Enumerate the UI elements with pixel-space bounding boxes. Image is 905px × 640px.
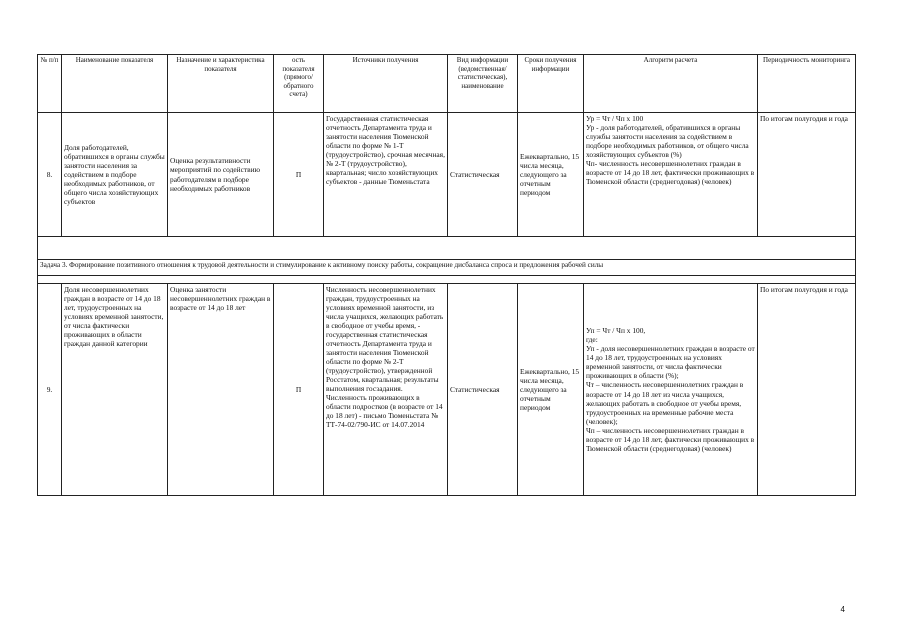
table-row-9: [38, 284, 856, 496]
row8-algorithm-line: Ур = Чт / Чп х 100: [586, 114, 644, 123]
row9-purpose: Оценка занятости несовершеннолетних граждан в возрасте от 14 до 18 лет: [168, 284, 274, 496]
row8-algorithm-line: Чп- численность несовершеннолетних граждан в возрасте от 14 до 18 лет, фактически проживающих в Тюменской области (среднегодовая) (человек): [586, 159, 755, 187]
row9-algorithm-line: Уп - доля несовершеннолетних граждан в возрасте от 14 до 18 лет, трудоустроенных на условиях временной занятости, от числа фактически проживающих в области (%);: [586, 344, 755, 381]
row8-direction: П: [274, 113, 324, 237]
row9-name: Доля несовершеннолетних граждан в возрасте от 14 до 18 лет, трудоустроенных на условиях временной занятости, от числа фактически проживающих в области граждан данной категории: [62, 284, 168, 496]
header-algorithm: Алгоритм расчета: [584, 55, 758, 113]
header-info-type: Вид информации (ведомственная/ статистическая), наименование: [448, 55, 518, 113]
row9-terms: Ежеквартально, 15 числа месяца, следующего за отчетным периодом: [518, 284, 584, 496]
header-direction: ость показателя (прямого/ обратного счета): [274, 55, 324, 113]
task-3-heading: Задача 3. Формирование позитивного отношения к трудовой деятельности и стимулирование к активному поиску работы, сокращение дисбаланса спроса и предложения рабочей силы: [38, 260, 856, 276]
task-row: [38, 260, 856, 276]
row8-algorithm: [584, 113, 758, 237]
row8-terms: Ежеквартально, 15 числа месяца, следующего за отчетным периодом: [518, 113, 584, 237]
page-number: 4: [840, 605, 845, 614]
row9-algorithm-line: Уп = Чт / Чп х 100,: [586, 326, 646, 336]
row8-name: Доля работодателей, обратившихся в органы службы занятости населения за содействием в подборе необходимых работников, от общего числа хозяйствующих субъектов: [62, 113, 168, 237]
row9-period: По итогам полугодия и года: [758, 284, 856, 496]
header-sources: Источники получения: [324, 55, 448, 113]
header-purpose: Назначение и характеристика показателя: [168, 55, 274, 113]
header-terms: Сроки получения информации: [518, 55, 584, 113]
table-spacer-row: [38, 276, 856, 284]
table-row-8: [38, 113, 856, 237]
row9-algorithm: [584, 284, 758, 496]
row9-algorithm-line: Чт – численность несовершеннолетних граждан в возрасте от 14 до 18 лет из числа учащихся, желающих работать в свободное от учебы время, трудоустроенных на временные рабочие места (человек);: [586, 380, 744, 426]
indicators-table: [37, 54, 856, 496]
row9-info-type: Статистическая: [448, 284, 518, 496]
header-num: № п/п: [38, 55, 62, 113]
header-name: Наименование показателя: [62, 55, 168, 113]
row9-sources: Численность несовершеннолетних граждан, трудоустроенных на условиях временной занятости, из числа учащихся, желающих работать в свободное от учебы время, - государственная статистическая отчетность Департамента труда и занятости населения Тюменской области по форме № 2-Т (трудоустройство), утвержденной Росстатом, квартальная; результаты выполнения госзадания. Численность проживающих в области подростков (в возрасте от 14 до 18 лет) - письмо Тюменьстата № ТТ-74-02/790-ИС от 14.07.2014: [324, 284, 448, 496]
row9-algorithm-line: Чп – численность несовершеннолетних граждан в возрасте от 14 до 18 лет, фактически проживающих в Тюменской области (среднегодовая) (человек): [586, 425, 755, 453]
row9-direction: П: [274, 284, 324, 496]
header-row: [38, 55, 856, 113]
row9-algorithm-line: где:: [586, 335, 598, 345]
row8-sources: Государственная статистическая отчетность Департамента труда и занятости населения Тюменской области по форме № 1-Т (трудоустройство), срочная месячная, № 2-Т (трудоустройство), квартальная; число хозяйствующих субъектов - данные Тюменьстата: [324, 113, 448, 237]
row8-num: 8.: [38, 113, 62, 237]
table-gap-row: [38, 237, 856, 260]
row8-info-type: Статистическая: [448, 113, 518, 237]
row8-period: По итогам полугодия и года: [758, 113, 856, 237]
header-period: Периодичность мониторинга: [758, 55, 856, 113]
row9-num: 9.: [38, 284, 62, 496]
row8-algorithm-line: Ур - доля работодателей, обратившихся в органы службы занятости населения за содействием в подборе необходимых работников, от общего числа хозяйствующих субъектов (%): [586, 123, 749, 160]
row8-purpose: Оценка результативности мероприятий по содействию работодателям в подборе необходимых работников: [168, 113, 274, 237]
